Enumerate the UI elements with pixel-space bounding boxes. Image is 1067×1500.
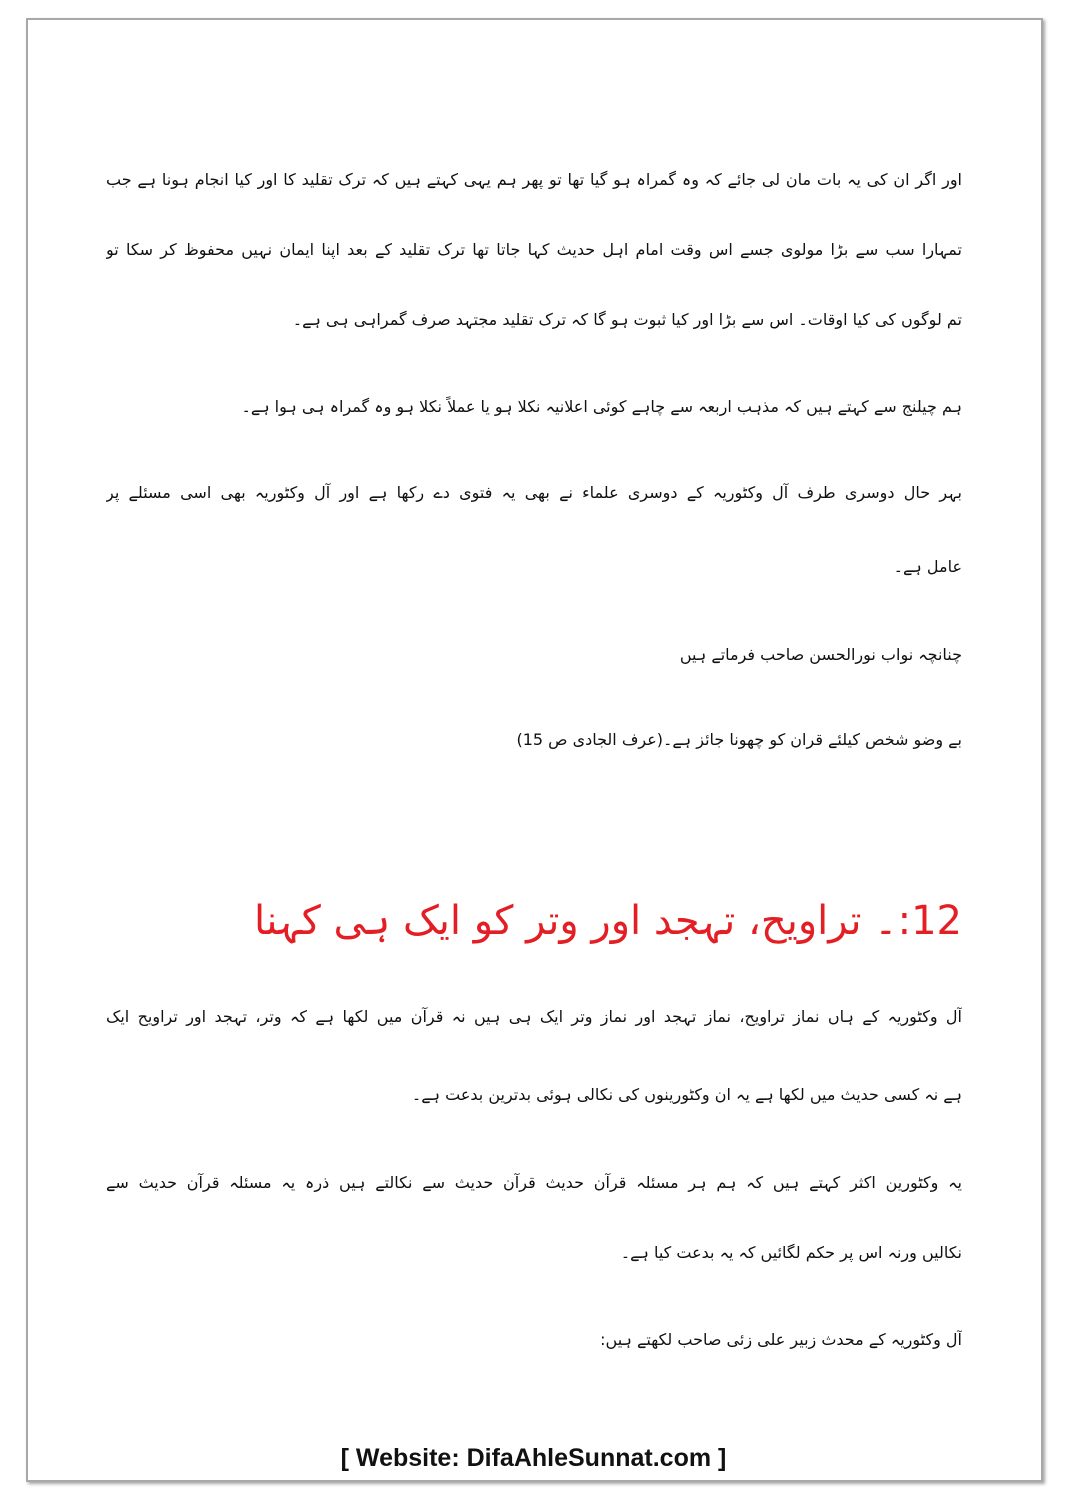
body-line: آل وکٹوریہ کے ہاں نماز تراویح، نماز تہجد اور نماز وتر ایک ہی ہیں نہ قرآن میں لکھا ہے کہ وتر، تہجد اور تراویح ایک (106, 1007, 962, 1026)
body-line: تمہارا سب سے بڑا مولوی جسے اس وقت امام اہل حدیث کہا جاتا تھا ترک تقلید کے بعد اپنا ایمان نہیں محفوظ کر سکا تو (106, 240, 962, 259)
body-line: بہر حال دوسری طرف آل وکٹوریہ کے دوسری علماء نے بھی یہ فتوی دے رکھا ہے اور آل وکٹوریہ بھی اسی مسئلے پر (106, 483, 962, 502)
body-line: نکالیں ورنہ اس پر حکم لگائیں کہ یہ بدعت کیا ہے۔ (620, 1243, 962, 1262)
body-line: ہم چیلنج سے کہتے ہیں کہ مذہب اربعہ سے چاہے کوئی اعلانیہ نکلا ہو یا عملاً نکلا ہو وہ گمراہ ہی ہوا ہے۔ (241, 397, 962, 416)
section-heading: 12:۔ تراویح، تہجد اور وتر کو ایک ہی کہنا (254, 898, 962, 944)
body-line: تم لوگوں کی کیا اوقات۔ اس سے بڑا اور کیا ثبوت ہو گا کہ ترک تقلید مجتہد صرف گمراہی ہی ہے۔ (292, 310, 962, 329)
body-line: چنانچہ نواب نورالحسن صاحب فرماتے ہیں (679, 645, 962, 664)
body-line: آل وکٹوریہ کے محدث زبیر علی زئی صاحب لکھتے ہیں: (600, 1330, 962, 1349)
body-line: یہ وکٹورین اکثر کہتے ہیں کہ ہم ہر مسئلہ قرآن حدیث قرآن حدیث سے نکالتے ہیں ذرہ یہ مسئلہ قرآن حدیث سے (106, 1173, 962, 1192)
body-line: بے وضو شخص کیلئے قران کو چھونا جائز ہے۔(عرف الجادی ص 15) (516, 730, 962, 749)
body-line: عامل ہے۔ (893, 557, 962, 576)
body-line: ہے نہ کسی حدیث میں لکھا ہے یہ ان وکٹورینوں کی نکالی ہوئی بدترین بدعت ہے۔ (411, 1085, 962, 1104)
body-line: اور اگر ان کی یہ بات مان لی جائے کہ وہ گمراہ ہو گیا تھا تو پھر ہم یہی کہتے ہیں کہ ترک تقلید کا اور کیا انجام ہونا ہے جب (106, 170, 962, 189)
footer-website: [ Website: DifaAhleSunnat.com ] (340, 1444, 727, 1472)
